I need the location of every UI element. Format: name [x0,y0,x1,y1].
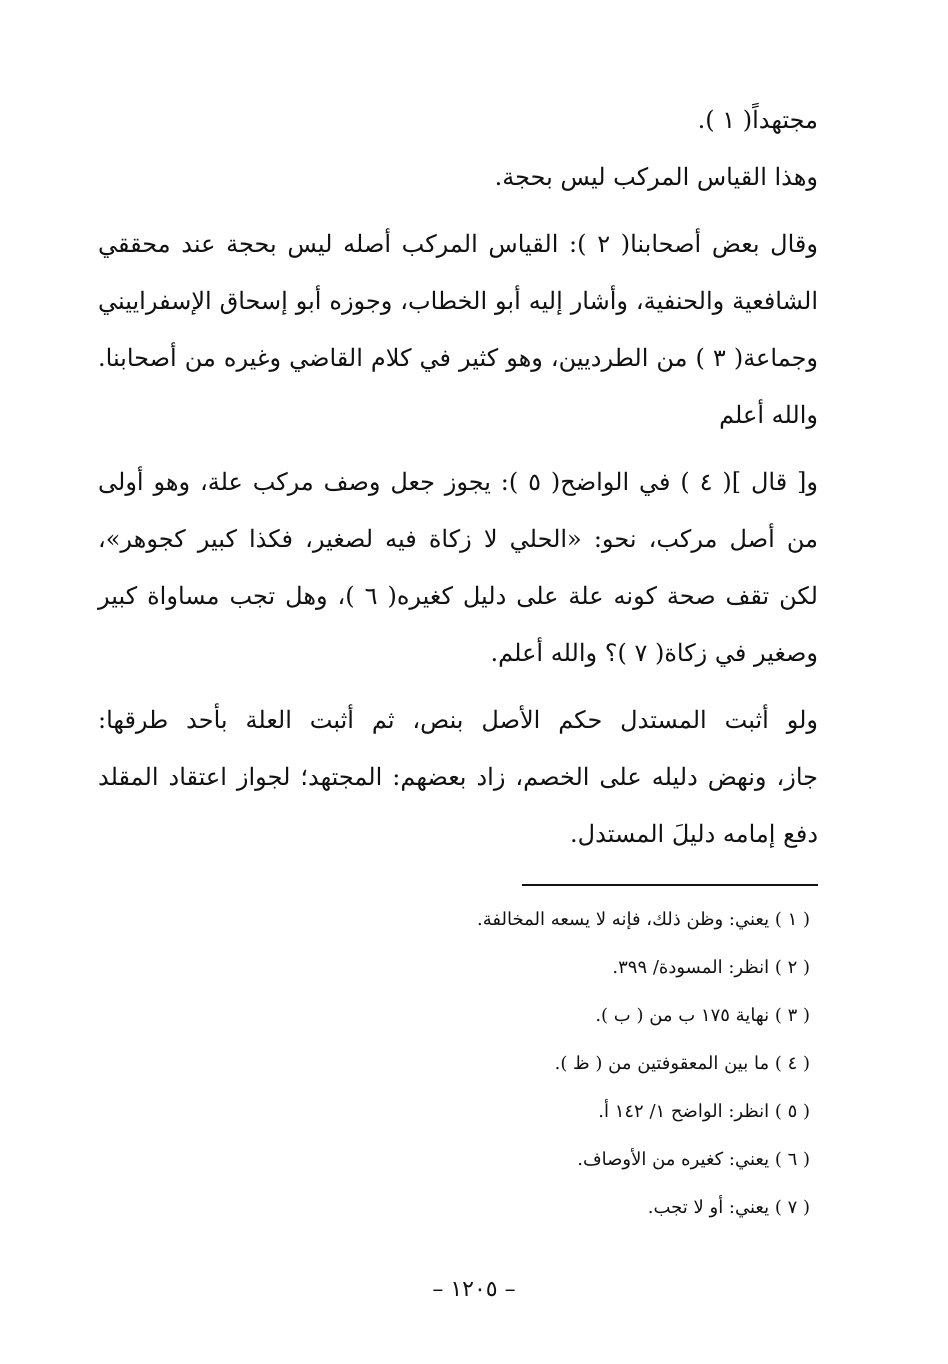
text-line: وجماعة( ٣ ) من الطرديين، وهو كثير في كلام القاضي وغيره من أصحابنا. [98,344,818,372]
footnote: ( ٣ ) نهاية ١٧٥ ب من ( ب ). [595,1005,810,1026]
footnote: ( ٥ ) انظر: الواضح ١/ ١٤٢ أ. [598,1101,810,1122]
footnote: ( ٤ ) ما بين المعقوفتين من ( ظ ). [554,1053,810,1074]
text-line: دفع إمامه دليلَ المستدل. [570,820,818,848]
footnote: ( ٧ ) يعني: أو لا تجب. [647,1197,810,1218]
text-line: وهذا القياس المركب ليس بحجة. [494,163,818,191]
text-line: والله أعلم [719,401,818,429]
text-line: وقال بعض أصحابنا( ٢ ): القياس المركب أصله ليس بحجة عند محققي [98,230,818,258]
footnote: ( ١ ) يعني: وظن ذلك، فإنه لا يسعه المخالفة. [477,909,810,930]
footnote: ( ٦ ) يعني: كغيره من الأوصاف. [577,1149,810,1170]
footnote-divider [522,884,818,886]
page-number: – ١٢٠٥ – [432,1277,516,1302]
text-line: و[ قال ]( ٤ ) في الواضح( ٥ ): يجوز جعل وصف مركب علة، وهو أولى [98,468,818,496]
text-line: من أصل مركب، نحو: «الحلي لا زكاة فيه لصغير، فكذا كبير كجوهر»، [98,525,818,553]
text-line: جاز، ونهض دليله على الخصم، زاد بعضهم: المجتهد؛ لجواز اعتقاد المقلد [98,763,818,791]
text-line: ولو أثبت المستدل حكم الأصل بنص، ثم أثبت العلة بأحد طرقها: [98,706,818,734]
text-line: لكن تقف صحة كونه علة على دليل كغيره( ٦ )، وهل تجب مساواة كبير [98,582,818,610]
text-line: الشافعية والحنفية، وأشار إليه أبو الخطاب، وجوزه أبو إسحاق الإسفراييني [98,287,818,315]
text-line: وصغير في زكاة( ٧ )؟ والله أعلم. [490,639,818,667]
text-line: مجتهداً( ١ ). [697,106,818,134]
main-text [98,92,818,863]
footnote: ( ٢ ) انظر: المسودة/ ٣٩٩. [612,957,810,978]
